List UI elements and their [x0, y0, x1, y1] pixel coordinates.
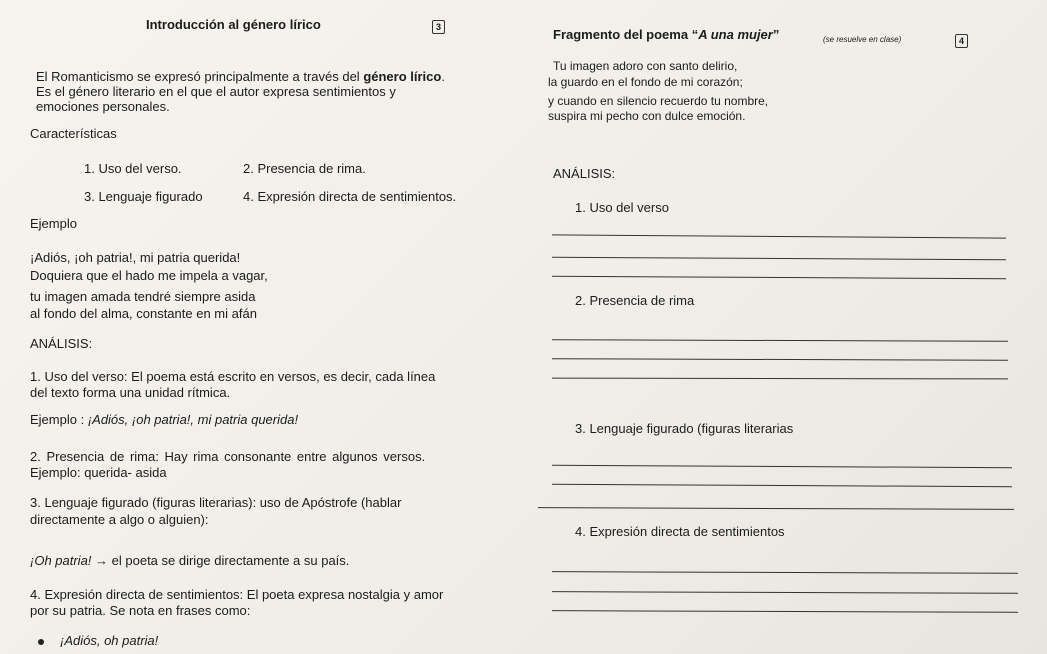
left-page-number: 3 [432, 20, 445, 34]
analysis-3-example-rest: → el poeta se dirige directamente a su país. [91, 553, 350, 568]
bullet-icon [38, 639, 44, 645]
answer-line [552, 378, 1008, 380]
answer-line [552, 358, 1008, 361]
analysis-2-line-1: 2. Presencia de rima: Hay rima consonante entre algunos versos. [30, 449, 426, 464]
analysis-1-example-text: ¡Adiós, ¡oh patria!, mi patria querida! [87, 412, 299, 427]
class-note: (se resuelve en clase) [823, 35, 902, 44]
analysis-3-line-1: 3. Lenguaje figurado (figuras literarias): uso de Apóstrofe (hablar [30, 495, 402, 510]
example-line-4: al fondo del alma, constante en mi afán [30, 306, 257, 321]
analysis-4-line-1: 4. Expresión directa de sentimientos: El poeta expresa nostalgia y amor [30, 587, 444, 602]
right-title-poem: A una mujer [698, 27, 773, 42]
analysis-1-example [30, 412, 298, 427]
intro-line-1a: El Romanticismo se expresó principalmente a través del [36, 69, 364, 84]
analysis-4-line-2: por su patria. Se nota en frases como: [30, 603, 251, 618]
answer-line [552, 610, 1018, 613]
right-item-3: 3. Lenguaje figurado (figuras literarias [575, 421, 794, 436]
intro-line-1 [36, 69, 445, 84]
analysis-1-line-2: del texto forma una unidad rítmica. [30, 385, 231, 400]
analysis-3-example [30, 553, 349, 568]
characteristic-3: 3. Lenguaje figurado [84, 189, 203, 204]
left-title: Introducción al género lírico [146, 17, 321, 32]
analysis-1-example-label: Ejemplo : [30, 412, 88, 427]
characteristic-1: 1. Uso del verso. [84, 161, 182, 176]
example-line-2: Doquiera que el hado me impela a vagar, [30, 268, 268, 283]
left-analysis-heading: ANÁLISIS: [30, 336, 93, 351]
right-item-4: 4. Expresión directa de sentimientos [575, 524, 785, 539]
characteristic-4: 4. Expresión directa de sentimientos. [243, 189, 457, 204]
intro-genero-lirico: género lírico [363, 69, 442, 84]
right-page-number: 4 [955, 34, 968, 48]
example-line-1: ¡Adiós, ¡oh patria!, mi patria querida! [30, 250, 241, 265]
characteristics-heading: Características [30, 126, 117, 141]
example-heading: Ejemplo [30, 216, 77, 231]
right-item-1: 1. Uso del verso [575, 200, 669, 215]
intro-line-3: emociones personales. [36, 99, 170, 114]
answer-line [552, 276, 1006, 279]
poem-line-1: Tu imagen adoro con santo delirio, [553, 59, 738, 73]
right-title-suffix: ” [772, 27, 780, 42]
right-title [553, 27, 779, 42]
poem-line-2: la guardo en el fondo de mi corazón; [548, 75, 743, 89]
answer-line [552, 339, 1008, 342]
poem-line-4: suspira mi pecho con dulce emoción. [548, 109, 746, 123]
answer-line [552, 571, 1018, 574]
analysis-3-example-italic: ¡Oh patria! [30, 553, 92, 568]
right-title-prefix: Fragmento del poema “ [553, 27, 699, 42]
answer-line [538, 507, 1014, 510]
answer-line [552, 465, 1012, 468]
answer-line [552, 234, 1006, 238]
analysis-4-bullet: ¡Adiós, oh patria! [60, 633, 159, 648]
example-line-3: tu imagen amada tendré siempre asida [30, 289, 256, 304]
intro-line-2: Es el género literario en el que el autor expresa sentimientos y [36, 84, 396, 99]
analysis-1-line-1: 1. Uso del verso: El poema está escrito en versos, es decir, cada línea [30, 369, 436, 384]
right-item-2: 2. Presencia de rima [575, 293, 695, 308]
answer-line [552, 484, 1012, 487]
answer-line [552, 591, 1018, 594]
answer-line [552, 257, 1006, 260]
intro-line-1c: . [441, 69, 445, 84]
poem-line-3: y cuando en silencio recuerdo tu nombre, [548, 94, 769, 108]
analysis-2-line-2: Ejemplo: querida- asida [30, 465, 167, 480]
right-analysis-heading: ANÁLISIS: [553, 166, 616, 181]
analysis-3-line-2: directamente a algo o alguien): [30, 512, 209, 527]
characteristic-2: 2. Presencia de rima. [243, 161, 366, 176]
